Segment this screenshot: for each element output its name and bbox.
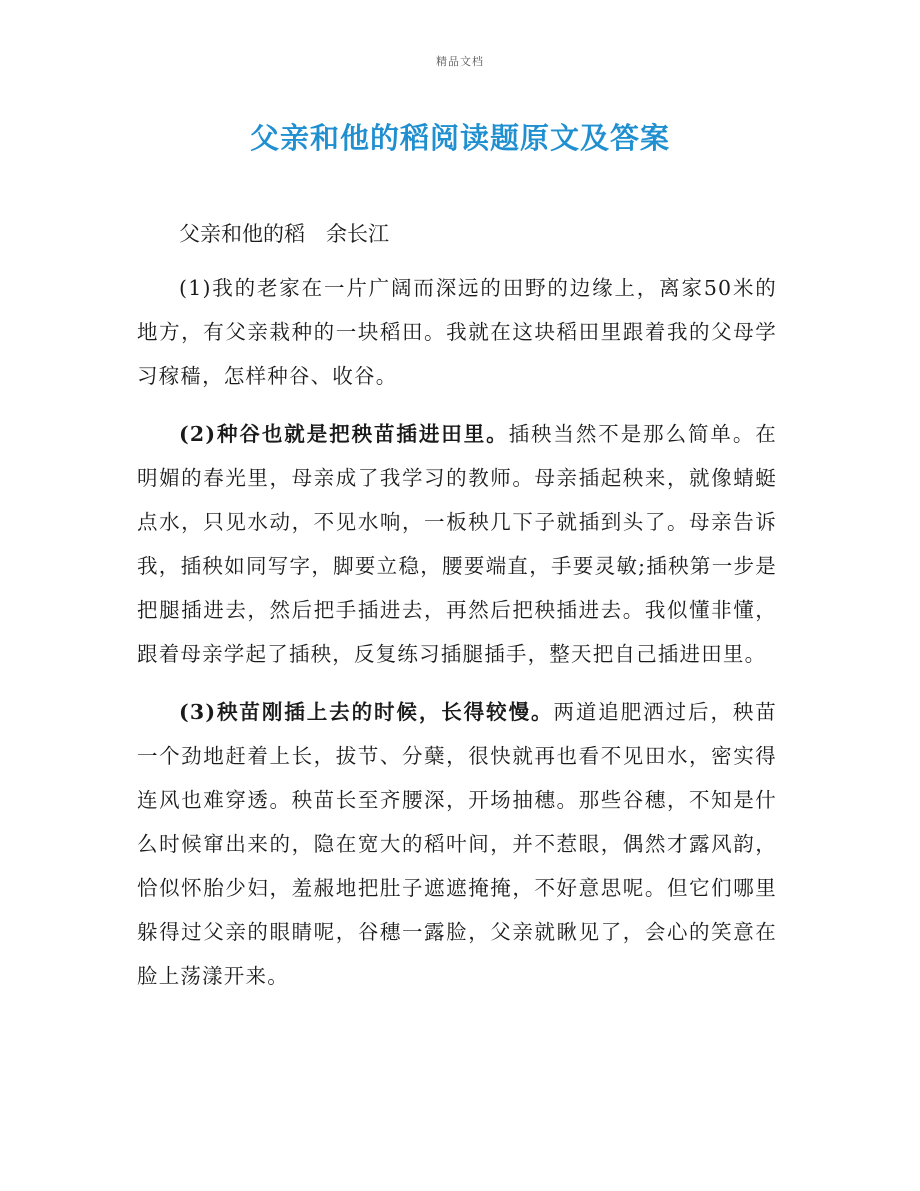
paragraph-1 [137,266,777,398]
paragraph-3 [137,690,777,998]
paragraph-2-text: 插秧当然不是那么简单。在明媚的春光里，母亲成了我学习的教师。母亲插起秧来，就像蜻蜓点水，只见水动，不见水响，一板秧几下子就插到头了。母亲告诉我，插秧如同写字，脚要立稳，腰要端直，手要灵敏;插秧第一步是把腿插进去，然后把手插进去，再然后把秧插进去。我似懂非懂，跟着母亲学起了插秧，反复练习插腿插手，整天把自己插进田里。 [137,422,777,666]
document-title: 父亲和他的稻阅读题原文及答案 [249,121,670,155]
paragraph-3-lead: (3)秧苗刚插上去的时候，长得较慢。 [179,700,554,724]
article-body [137,212,777,998]
article-byline: 父亲和他的稻 余长江 [179,222,389,246]
paragraph-1-text: (1)我的老家在一片广阔而深远的田野的边缘上，离家50米的地方，有父亲栽种的一块稻田。我就在这块稻田里跟着我的父母学习稼穑，怎样种谷、收谷。 [137,276,777,388]
paragraph-2 [137,412,777,676]
paragraph-2-lead: (2)种谷也就是把秧苗插进田里。 [179,422,509,446]
paragraph-3-text: 两道追肥洒过后，秧苗一个劲地赶着上长，拔节、分蘖，很快就再也看不见田水，密实得连风也难穿透。秧苗长至齐腰深，开场抽穗。那些谷穗，不知是什么时候窜出来的，隐在宽大的稻叶间，并不惹眼，偶然才露风韵，恰似怀胎少妇，羞赧地把肚子遮遮掩掩，不好意思呢。但它们哪里躲得过父亲的眼睛呢，谷穗一露脸，父亲就瞅见了，会心的笑意在脸上荡漾开来。 [137,700,778,988]
document-header-mark: 精品文档 [436,55,484,68]
